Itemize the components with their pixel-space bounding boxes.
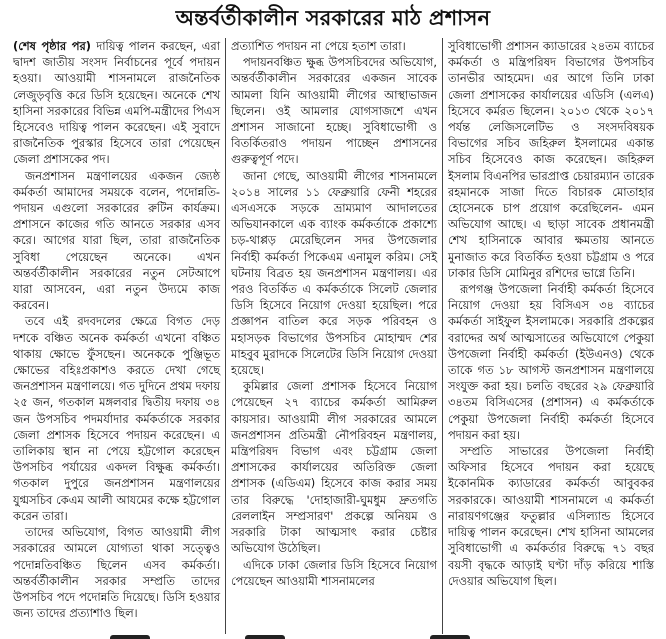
paragraph: তবে এই রদবদলের ক্ষেত্রে বিগত দেড় দশকে বঞ্চিত অনেক কর্মকর্তা এখনো বঞ্চিত থাকায় ক্ষোভে ফুঁসছেন। অনেককে পুঞ্জিভূত ক্ষোভের বহিঃপ্রকাশও করতে দেখা গেছে জনপ্রশাসন মন্ত্রণালয়ে। গত দুদিনে প্রথম দফায় ২৫ জন, গতকাল মঙ্গলবার দ্বিতীয় দফায় ৩৪ জন উপসচিব পদমর্যাদার কর্মকর্তাকে সরকার জেলা প্রশাসক হিসেবে পদায়ন করেছেন। এ তালিকায় স্থান না পেয়ে হট্টগোল করেছেন উপসচিব পর্যায়ের একদল বিক্ষুব্ধ কর্মকর্তা। গতকাল দুপুরে জনপ্রশাসন মন্ত্রণালয়ের যুগ্মসচিব কেএম আলী আযমের কক্ষে হট্টগোল করেন তারা।	[13, 314, 220, 523]
paragraph: রূপগঞ্জ উপজেলা নির্বাহী কর্মকর্তা হিসেবে নিয়োগ দেওয়া হয় বিসিএস ৩৪ ব্যাচের কর্মকর্তা সাইফুল ইসলামকে। সরকারি প্রকল্পের বরাদ্দের অর্থ আত্মসাতের অভিযোগে পেকুয়া উপজেলা নির্বাহী কর্মকর্তা (ইউএনও) থেকে তাকে গত ১৮ আগস্ট জনপ্রশাসন মন্ত্রণালয়ে সংযুক্ত করা হয়। চলতি বছরের ২৯ ফেব্রুয়ারি ৩৪তম বিসিএসের (প্রশাসন) এ কর্মকর্তাকে পেকুয়া উপজেলা নির্বাহী কর্মকর্তা হিসেবে পদায়ন করা হয়।	[448, 282, 654, 442]
cut-off-glyph	[245, 635, 285, 639]
paragraph	[13, 38, 220, 168]
paragraph: প্রত্যাশিত পদায়ন না পেয়ে হতাশ তারা।	[231, 39, 406, 53]
column-1	[8, 38, 225, 634]
column-3	[442, 38, 659, 634]
paragraph: জনপ্রশাসন মন্ত্রণালয়ের একজন জ্যেষ্ঠ কর্মকর্তা আমাদের সময়কে বলেন, পদোন্নতি-পদায়ন এগুলো সরকারের রুটিন কার্যক্রম। প্রশাসনে কাজের গতি আনতে সরকার এসব করে। আগের যারা ছিল, তারা রাজনৈতিক সুবিধা পেয়েছেন অনেকে। এখন অন্তর্বর্তীকালীন সরকারের নতুন সেটআপে যারা আসবেন, এরা নতুন উদ্যমে কাজ করবেন।	[13, 168, 220, 313]
jump-label: (শেষ পৃষ্ঠার পর)	[13, 39, 91, 53]
article-body	[8, 38, 660, 634]
paragraph: এদিকে ঢাকা জেলার ডিসি হিসেবে নিয়োগ পেয়েছেন আওয়ামী শাসনামলের	[231, 557, 437, 588]
column-2	[225, 38, 442, 634]
cut-off-glyph	[110, 635, 150, 639]
paragraph: কুমিল্লার জেলা প্রশাসক হিসেবে নিয়োগ পেয়েছেন ২৭ ব্যাচের কর্মকর্তা আমিরুল কায়সার। আওয়ামী লীগ সরকারের আমলে জনপ্রশাসন প্রতিমন্ত্রী নৌপরিবহন মন্ত্রণালয়, মন্ত্রিপরিষদ বিভাগ এবং চট্টগ্রাম জেলা প্রশাসকের কার্যালয়ের অতিরিক্ত জেলা প্রশাসক (এডিএম) হিসেবে কাজ করার সময় তার বিরুদ্ধে 'দোহাজারী-ঘুমধুম দ্রুতগতি রেললাইন সম্প্রসারণ' প্রকল্পে অনিয়ম ও সরকারি টাকা আত্মসাৎ করার চেষ্টার অভিযোগ উঠেছিল।	[231, 379, 437, 556]
paragraph: তাদের অভিযোগ, বিগত আওয়ামী লীগ সরকারের আমলে যোগ্যতা থাকা সত্ত্বেও পদোন্নতিবঞ্চিত ছিলেন এসব কর্মকর্তা। অন্তর্বর্তীকালীন সরকার সম্প্রতি তাদের উপসচিব পদে পদোন্নতি দিয়েছে। ডিসি হওয়ার জন্য তাদের প্রত্যাশাও ছিল।	[13, 525, 220, 621]
paragraph-text: দায়িত্ব পালন করছেন, এরা দ্বাদশ জাতীয় সংসদ নির্বাচনের পূর্বে পদায়ন হওয়া। আওয়ামী শাসনামলে রাজনৈতিক লেজুড়বৃত্তি করে ডিসি হয়েছেন। অনেকে শেখ হাসিনা সরকারের বিভিন্ন এমপি-মন্ত্রীদের পিএস হিসেবেও দায়িত্ব পালন করেছেন। এই সুবাদে রাজনৈতিক পুরস্কার হিসেবে তারা পেয়েছেন জেলা প্রশাসকের পদ।	[13, 39, 220, 167]
cut-off-glyph	[430, 635, 470, 639]
paragraph: সম্প্রতি সাভারের উপজেলা নির্বাহী অফিসার হিসেবে পদায়ন করা হয়েছে ইকোনমিক ক্যাডারের কর্মকর্তা আবুবকর সরকারকে। আওয়ামী শাসনামলে এ কর্মকর্তা নারায়ণগঞ্জের ফতুল্লার এসিল্যান্ড হিসেবে দায়িত্ব পালন করেছেন। শেখ হাসিনা আমলের সুবিধাভোগী এ কর্মকর্তার বিরুদ্ধে ৭১ বছর বয়সী বৃদ্ধকে আড়াই ঘণ্টা দাঁড় করিয়ে শাস্তি দেওয়ার অভিযোগ ছিল।	[448, 444, 654, 588]
paragraph: পদায়নবঞ্চিত ক্ষুব্ধ উপসচিবদের অভিযোগ, অন্তর্বর্তীকালীন সরকারের একজন সাবেক আমলা যিনি আওয়ামী লীগের আস্থাভাজন ছিলেন। ওই আমলার যোগসাজশে এখন প্রশাসন সাজানো হচ্ছে। সুবিধাভোগী ও বিতর্কিতরাও পদায়ন পাচ্ছেন প্রশাসনের গুরুত্বপূর্ণ পদে।	[231, 55, 437, 167]
headline: অন্তর্বর্তীকালীন সরকারের মাঠ প্রশাসন	[175, 6, 491, 30]
next-article-fragment	[0, 631, 666, 639]
paragraph: সুবিধাভোগী প্রশাসন ক্যাডারের ২৪তম ব্যাচের কর্মকর্তা ও মন্ত্রিপরিষদ বিভাগের উপসচিব তানভীর আহমেদ। এর আগে তিনি ঢাকা জেলা প্রশাসকের কার্যালয়ের এডিসি (এলএ) হিসেবে কর্মরত ছিলেন। ২০১৩ থেকে ২০১৭ পর্যন্ত লেজিসলেটিভ ও সংসদবিষয়ক বিভাগের সচিব জহিরুল ইসলামের একান্ত সচিব হিসেবেও কাজ করেছেন। জহিরুল ইসলাম বিএনপির ভারপ্রাপ্ত চেয়ারম্যান তারেক রহমানকে সাজা দিতে বিচারক মোতাহার হোসেনকে চাপ প্রয়োগ করেছিলেন- এমন অভিযোগ আছে। এ ছাড়া সাবেক প্রধানমন্ত্রী শেখ হাসিনাকে আবার ক্ষমতায় আনতে মুনাজাত করে বিতর্কিত হওয়া চট্টগ্রাম ও পরে ঢাকার ডিসি মোমিনুর রশিদের ভাগ্নে তিনি।	[448, 39, 654, 280]
paragraph: জানা গেছে, আওয়ামী লীগের শাসনামলে ২০১৪ সালের ১১ ফেব্রুয়ারি ফেনী শহরের এসএসকে সড়কে ভ্রাম্যমাণ আদালতের অভিযানকালে এক ব্যাংক কর্মকর্তাকে প্রকাশ্যে চড়-থাপ্পড় মেরেছিলেন সদর উপজেলার নির্বাহী কর্মকর্তা পিকেএম এনামুল করিম। সেই ঘটনায় বিব্রত হয় জনপ্রশাসন মন্ত্রণালয়। এর পরও বিতর্কিত এ কর্মকর্তাকে সিলেট জেলার ডিসি হিসেবে নিয়োগ দেওয়া হয়েছিল। পরে প্রজ্ঞাপন বাতিল করে সড়ক পরিবহন ও মহাসড়ক বিভাগের উপসচিব মোহাম্মদ শের মাহবুব মুরাদকে সিলেটের ডিসি নিয়োগ দেওয়া হয়েছে।	[231, 168, 437, 378]
